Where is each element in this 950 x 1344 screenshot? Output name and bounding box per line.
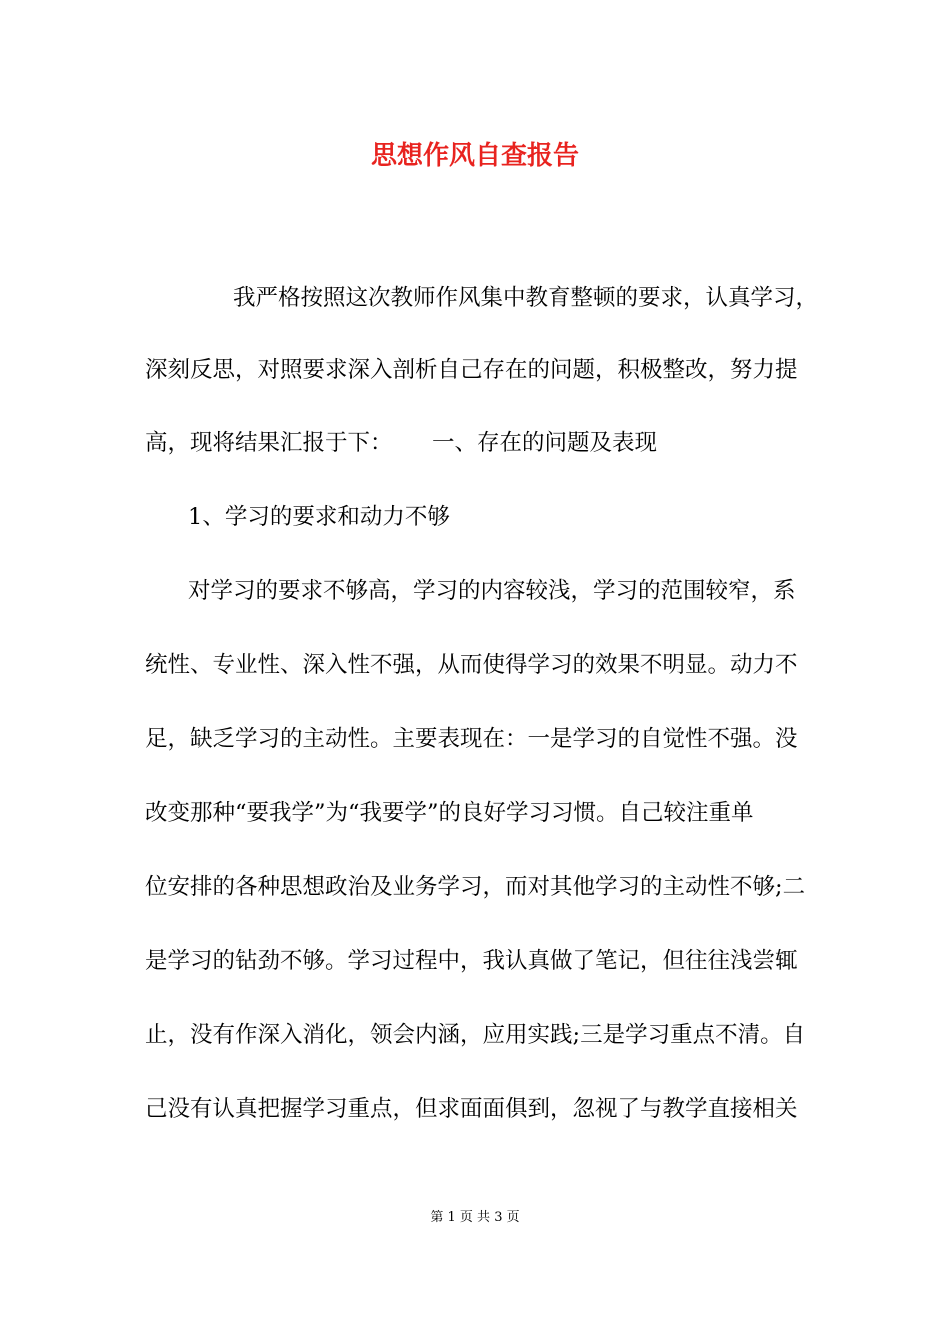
- page-footer: 第 1 页 共 3 页: [430, 1210, 520, 1225]
- paragraph-line: 对学习的要求不够高，学习的内容较浅，学习的范围较窄，系: [188, 578, 796, 604]
- paragraph-line: 位安排的各种思想政治及业务学习，而对其他学习的主动性不够;二: [145, 874, 806, 900]
- paragraph-line: 己没有认真把握学习重点，但求面面俱到，忽视了与教学直接相关: [145, 1096, 798, 1122]
- paragraph-line: 改变那种“要我学”为“我要学”的良好学习习惯。自己较注重单: [145, 800, 754, 826]
- document-title: 思想作风自查报告: [370, 141, 579, 171]
- paragraph-line: 足，缺乏学习的主动性。主要表现在：一是学习的自觉性不强。没: [145, 726, 798, 752]
- paragraph-line: 深刻反思，对照要求深入剖析自己存在的问题，积极整改，努力提: [145, 357, 798, 383]
- paragraph-line: 统性、专业性、深入性不强，从而使得学习的效果不明显。动力不: [145, 652, 798, 678]
- paragraph-line: 是学习的钻劲不够。学习过程中，我认真做了笔记，但往往浅尝辄: [145, 948, 798, 974]
- paragraph-line: 高，现将结果汇报于下：: [145, 430, 393, 456]
- paragraph-line: 止，没有作深入消化，领会内涵，应用实践;三是学习重点不清。自: [145, 1022, 806, 1048]
- subsection-heading: 1、学习的要求和动力不够: [188, 504, 450, 530]
- paragraph-line: 我严格按照这次教师作风集中教育整顿的要求，认真学习，: [233, 285, 819, 311]
- section-heading: 一、存在的问题及表现: [432, 430, 658, 456]
